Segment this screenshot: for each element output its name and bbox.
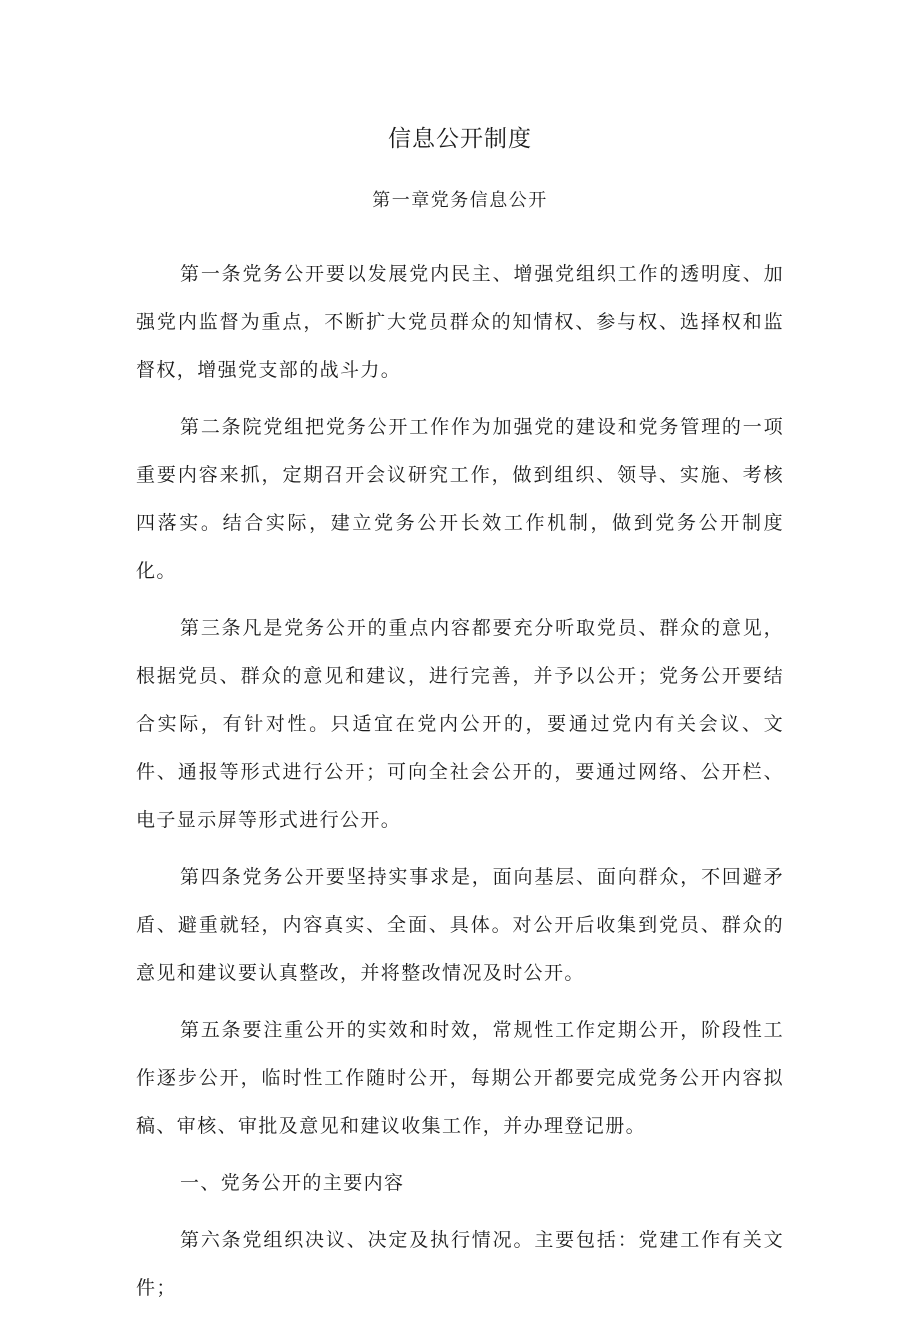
document-body — [136, 250, 784, 1321]
article-6: 第六条党组织决议、决定及执行情况。主要包括：党建工作有关文件； — [136, 1229, 784, 1299]
article-3: 第三条凡是党务公开的重点内容都要充分听取党员、群众的意见，根据党员、群众的意见和建议，进行完善，并予以公开；党务公开要结合实际，有针对性。只适宜在党内公开的，要通过党内有关会议、文件、通报等形式进行公开；可向全社会公开的，要通过网络、公开栏、电子显示屏等形式进行公开。 — [136, 617, 784, 831]
document-title: 信息公开制度 — [388, 126, 532, 152]
section-heading: 一、党务公开的主要内容 — [180, 1172, 405, 1194]
article-4: 第四条党务公开要坚持实事求是，面向基层、面向群众，不回避矛盾、避重就轻，内容真实、全面、具体。对公开后收集到党员、群众的意见和建议要认真整改，并将整改情况及时公开。 — [136, 866, 784, 984]
article-5: 第五条要注重公开的实效和时效，常规性工作定期公开，阶段性工作逐步公开，临时性工作随时公开，每期公开都要完成党务公开内容拟稿、审核、审批及意见和建议收集工作，并办理登记册。 — [136, 1019, 784, 1137]
chapter-title: 第一章党务信息公开 — [372, 190, 548, 211]
article-1: 第一条党务公开要以发展党内民主、增强党组织工作的透明度、加强党内监督为重点，不断扩大党员群众的知情权、参与权、选择权和监督权，增强党支部的战斗力。 — [136, 263, 784, 381]
article-2: 第二条院党组把党务公开工作作为加强党的建设和党务管理的一项重要内容来抓，定期召开会议研究工作，做到组织、领导、实施、考核四落实。结合实际，建立党务公开长效工作机制，做到党务公开制度化。 — [136, 416, 784, 582]
